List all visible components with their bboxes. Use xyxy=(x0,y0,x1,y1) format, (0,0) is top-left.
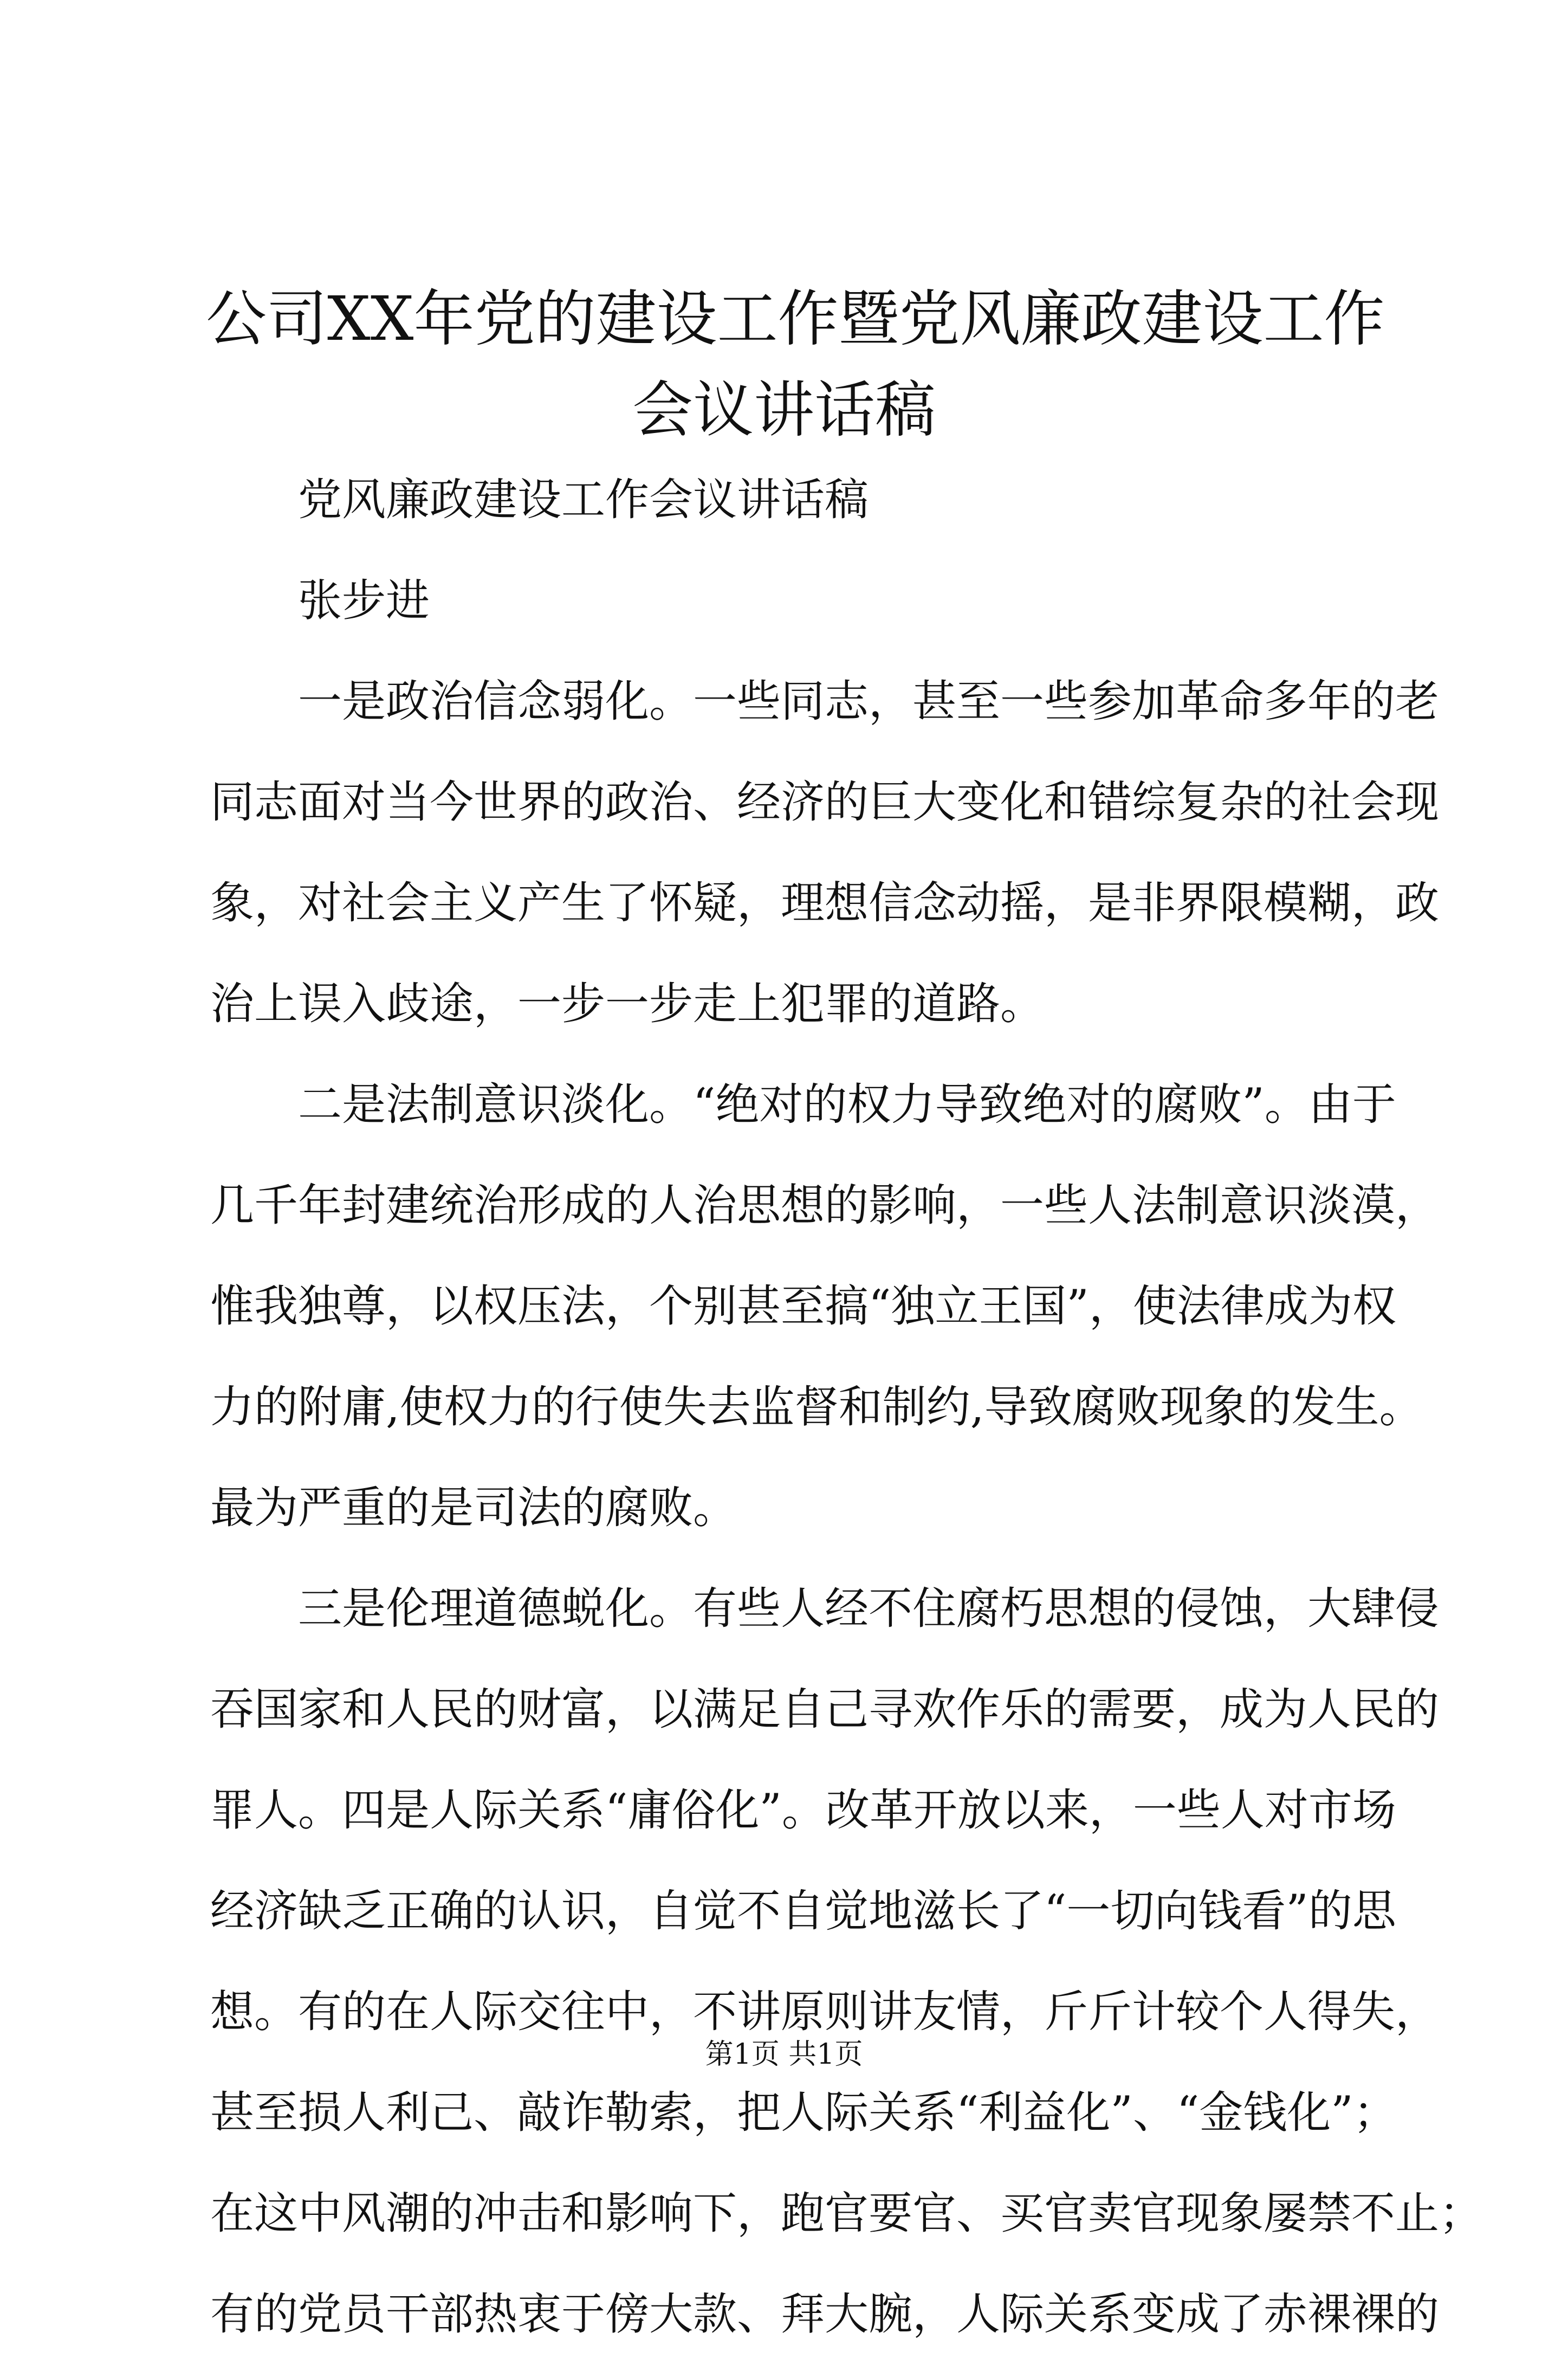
paragraph-line: 吞国家和人民的财富，以满足自己寻欢作乐的需要，成为人民的 xyxy=(210,1684,1440,1735)
paragraph-line: 同志面对当今世界的政治、经济的巨大变化和错综复杂的社会现 xyxy=(210,777,1440,828)
paragraph-line: 想。有的在人际交往中，不讲原则讲友情，斤斤计较个人得失， xyxy=(210,1987,1440,2038)
paragraph-line: 力的附庸,使权力的行使失去监督和制约,导致腐败现象的发生。 xyxy=(210,1382,1423,1433)
paragraph-line: 惟我独尊，以权压法，个别甚至搞“独立王国”，使法律成为权 xyxy=(210,1281,1396,1332)
subtitle-line: 党风廉政建设工作会议讲话稿 xyxy=(298,475,869,526)
author-line: 张步进 xyxy=(298,576,430,626)
paragraph-line: 最为严重的是司法的腐败。 xyxy=(210,1483,737,1534)
document-title xyxy=(206,274,1385,456)
paragraph-line: 一是政治信念弱化。一些同志，甚至一些参加革命多年的老 xyxy=(298,676,1440,727)
paragraph-line: 治上误入歧途，一步一步走上犯罪的道路。 xyxy=(210,979,1045,1030)
paragraph-line: 二是法制意识淡化。“绝对的权力导致绝对的腐败”。由于 xyxy=(298,1080,1396,1130)
paragraph-line: 象，对社会主义产生了怀疑，理想信念动摇，是非界限模糊，政 xyxy=(210,878,1440,929)
paragraph-line: 经济缺乏正确的认识，自觉不自觉地滋长了“一切向钱看”的思 xyxy=(210,1886,1396,1937)
paragraph-line: 甚至损人利己、敲诈勒索，把人际关系“利益化”、“金钱化”； xyxy=(210,2088,1397,2138)
title-line-2: 会议讲话稿 xyxy=(632,375,936,445)
page-footer: 第1页 共1页 xyxy=(705,2038,863,2071)
paragraph-line: 三是伦理道德蜕化。有些人经不住腐朽思想的侵蚀，大肆侵 xyxy=(298,1584,1440,1634)
paragraph-line: 罪人。四是人际关系“庸俗化”。改革开放以来，一些人对市场 xyxy=(210,1785,1396,1836)
paragraph-line: 几千年封建统治形成的人治思想的影响，一些人法制意识淡漠， xyxy=(210,1180,1440,1231)
paragraph-line: 有的党员干部热衷于傍大款、拜大腕，人际关系变成了赤裸裸的 xyxy=(210,2289,1440,2340)
document-body xyxy=(210,450,1483,2365)
title-line-1: 公司XX年党的建设工作暨党风廉政建设工作 xyxy=(206,284,1385,354)
paragraph-line: 在这中风潮的冲击和影响下，跑官要官、买官卖官现象屡禁不止； xyxy=(210,2188,1483,2239)
